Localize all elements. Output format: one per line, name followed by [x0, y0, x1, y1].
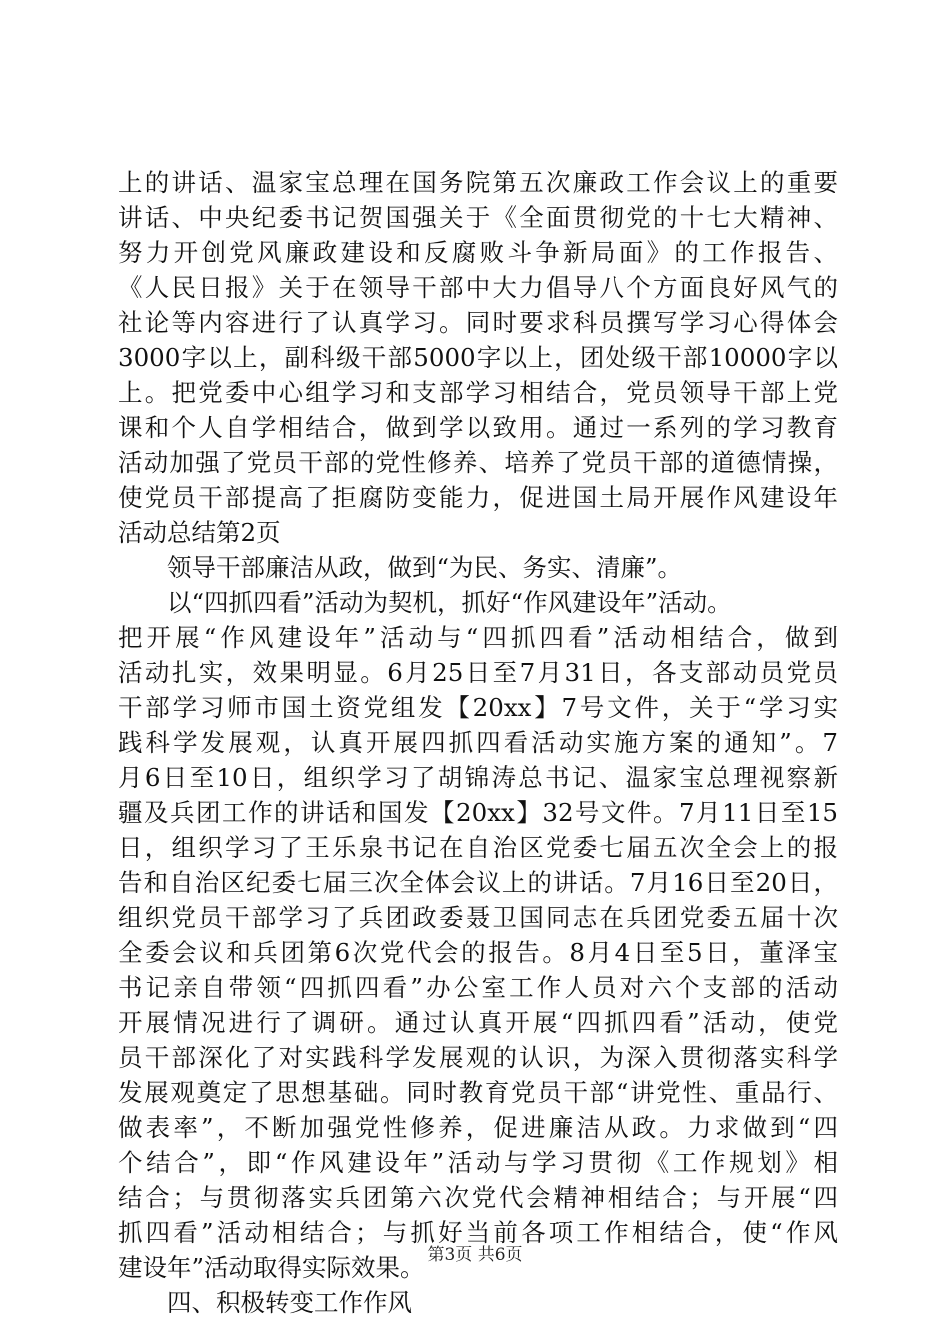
paragraph-start-line: 以“四抓四看”活动为契机，抓好“作风建设年”活动。 — [167, 588, 732, 617]
text-line: 使党员干部提高了拒腐防变能力，促进国土局开展作风建设年 — [118, 483, 838, 512]
section-heading: 四、积极转变工作作风 — [167, 1288, 412, 1317]
text-line: 社论等内容进行了认真学习。同时要求科员撰写学习心得体会 — [118, 308, 838, 337]
text-line: 员干部深化了对实践科学发展观的认识，为深入贯彻落实科学 — [118, 1043, 838, 1072]
text-line: 干部学习师市国土资党组发【20xx】7号文件，关于“学习实 — [118, 693, 838, 722]
text-line: 活动总结第2页 — [118, 518, 281, 547]
text-line: 上的讲话、温家宝总理在国务院第五次廉政工作会议上的重要 — [118, 168, 838, 197]
page-number-footer: 第3页 共6页 — [427, 1245, 523, 1265]
paragraph-start-line: 领导干部廉洁从政，做到“为民、务实、清廉”。 — [167, 553, 683, 582]
text-line: 全委会议和兵团第6次党代会的报告。8月4日至5日，董泽宝 — [118, 938, 838, 967]
text-line: 疆及兵团工作的讲话和国发【20xx】32号文件。7月11日至15 — [118, 798, 838, 827]
text-line: 抓四看”活动相结合；与抓好当前各项工作相结合，使“作风 — [118, 1218, 838, 1247]
text-line: 结合；与贯彻落实兵团第六次党代会精神相结合；与开展“四 — [118, 1183, 838, 1212]
text-line: 讲话、中央纪委书记贺国强关于《全面贯彻党的十七大精神、 — [118, 203, 838, 232]
text-line: 上。把党委中心组学习和支部学习相结合，党员领导干部上党 — [118, 378, 838, 407]
text-line: 做表率”，不断加强党性修养，促进廉洁从政。力求做到“四 — [118, 1113, 838, 1142]
text-line: 书记亲自带领“四抓四看”办公室工作人员对六个支部的活动 — [118, 973, 838, 1002]
text-line: 日，组织学习了王乐泉书记在自治区党委七届五次全会上的报 — [118, 833, 838, 862]
text-line: 发展观奠定了思想基础。同时教育党员干部“讲党性、重品行、 — [118, 1078, 838, 1107]
text-line: 活动加强了党员干部的党性修养、培养了党员干部的道德情操， — [118, 448, 838, 477]
text-line: 开展情况进行了调研。通过认真开展“四抓四看”活动，使党 — [118, 1008, 838, 1037]
text-line: 个结合”，即“作风建设年”活动与学习贯彻《工作规划》相 — [118, 1148, 838, 1177]
document-body — [118, 165, 838, 1320]
text-line: 月6日至10日，组织学习了胡锦涛总书记、温家宝总理视察新 — [118, 763, 838, 792]
text-line: 努力开创党风廉政建设和反腐败斗争新局面》的工作报告、 — [118, 238, 838, 267]
text-line: 告和自治区纪委七届三次全体会议上的讲话。7月16日至20日， — [118, 868, 838, 897]
text-line: 组织党员干部学习了兵团政委聂卫国同志在兵团党委五届十次 — [118, 903, 838, 932]
text-line: 践科学发展观，认真开展四抓四看活动实施方案的通知”。7 — [118, 728, 838, 757]
text-line: 把开展“作风建设年”活动与“四抓四看”活动相结合，做到 — [118, 623, 838, 652]
text-line: 建设年”活动取得实际效果。 — [118, 1253, 425, 1282]
text-line: 活动扎实，效果明显。6月25日至7月31日，各支部动员党员 — [118, 658, 838, 687]
text-line: 课和个人自学相结合，做到学以致用。通过一系列的学习教育 — [118, 413, 838, 442]
text-line: 《人民日报》关于在领导干部中大力倡导八个方面良好风气的 — [118, 273, 838, 302]
text-line: 3000字以上，副科级干部5000字以上，团处级干部10000字以 — [118, 343, 838, 372]
